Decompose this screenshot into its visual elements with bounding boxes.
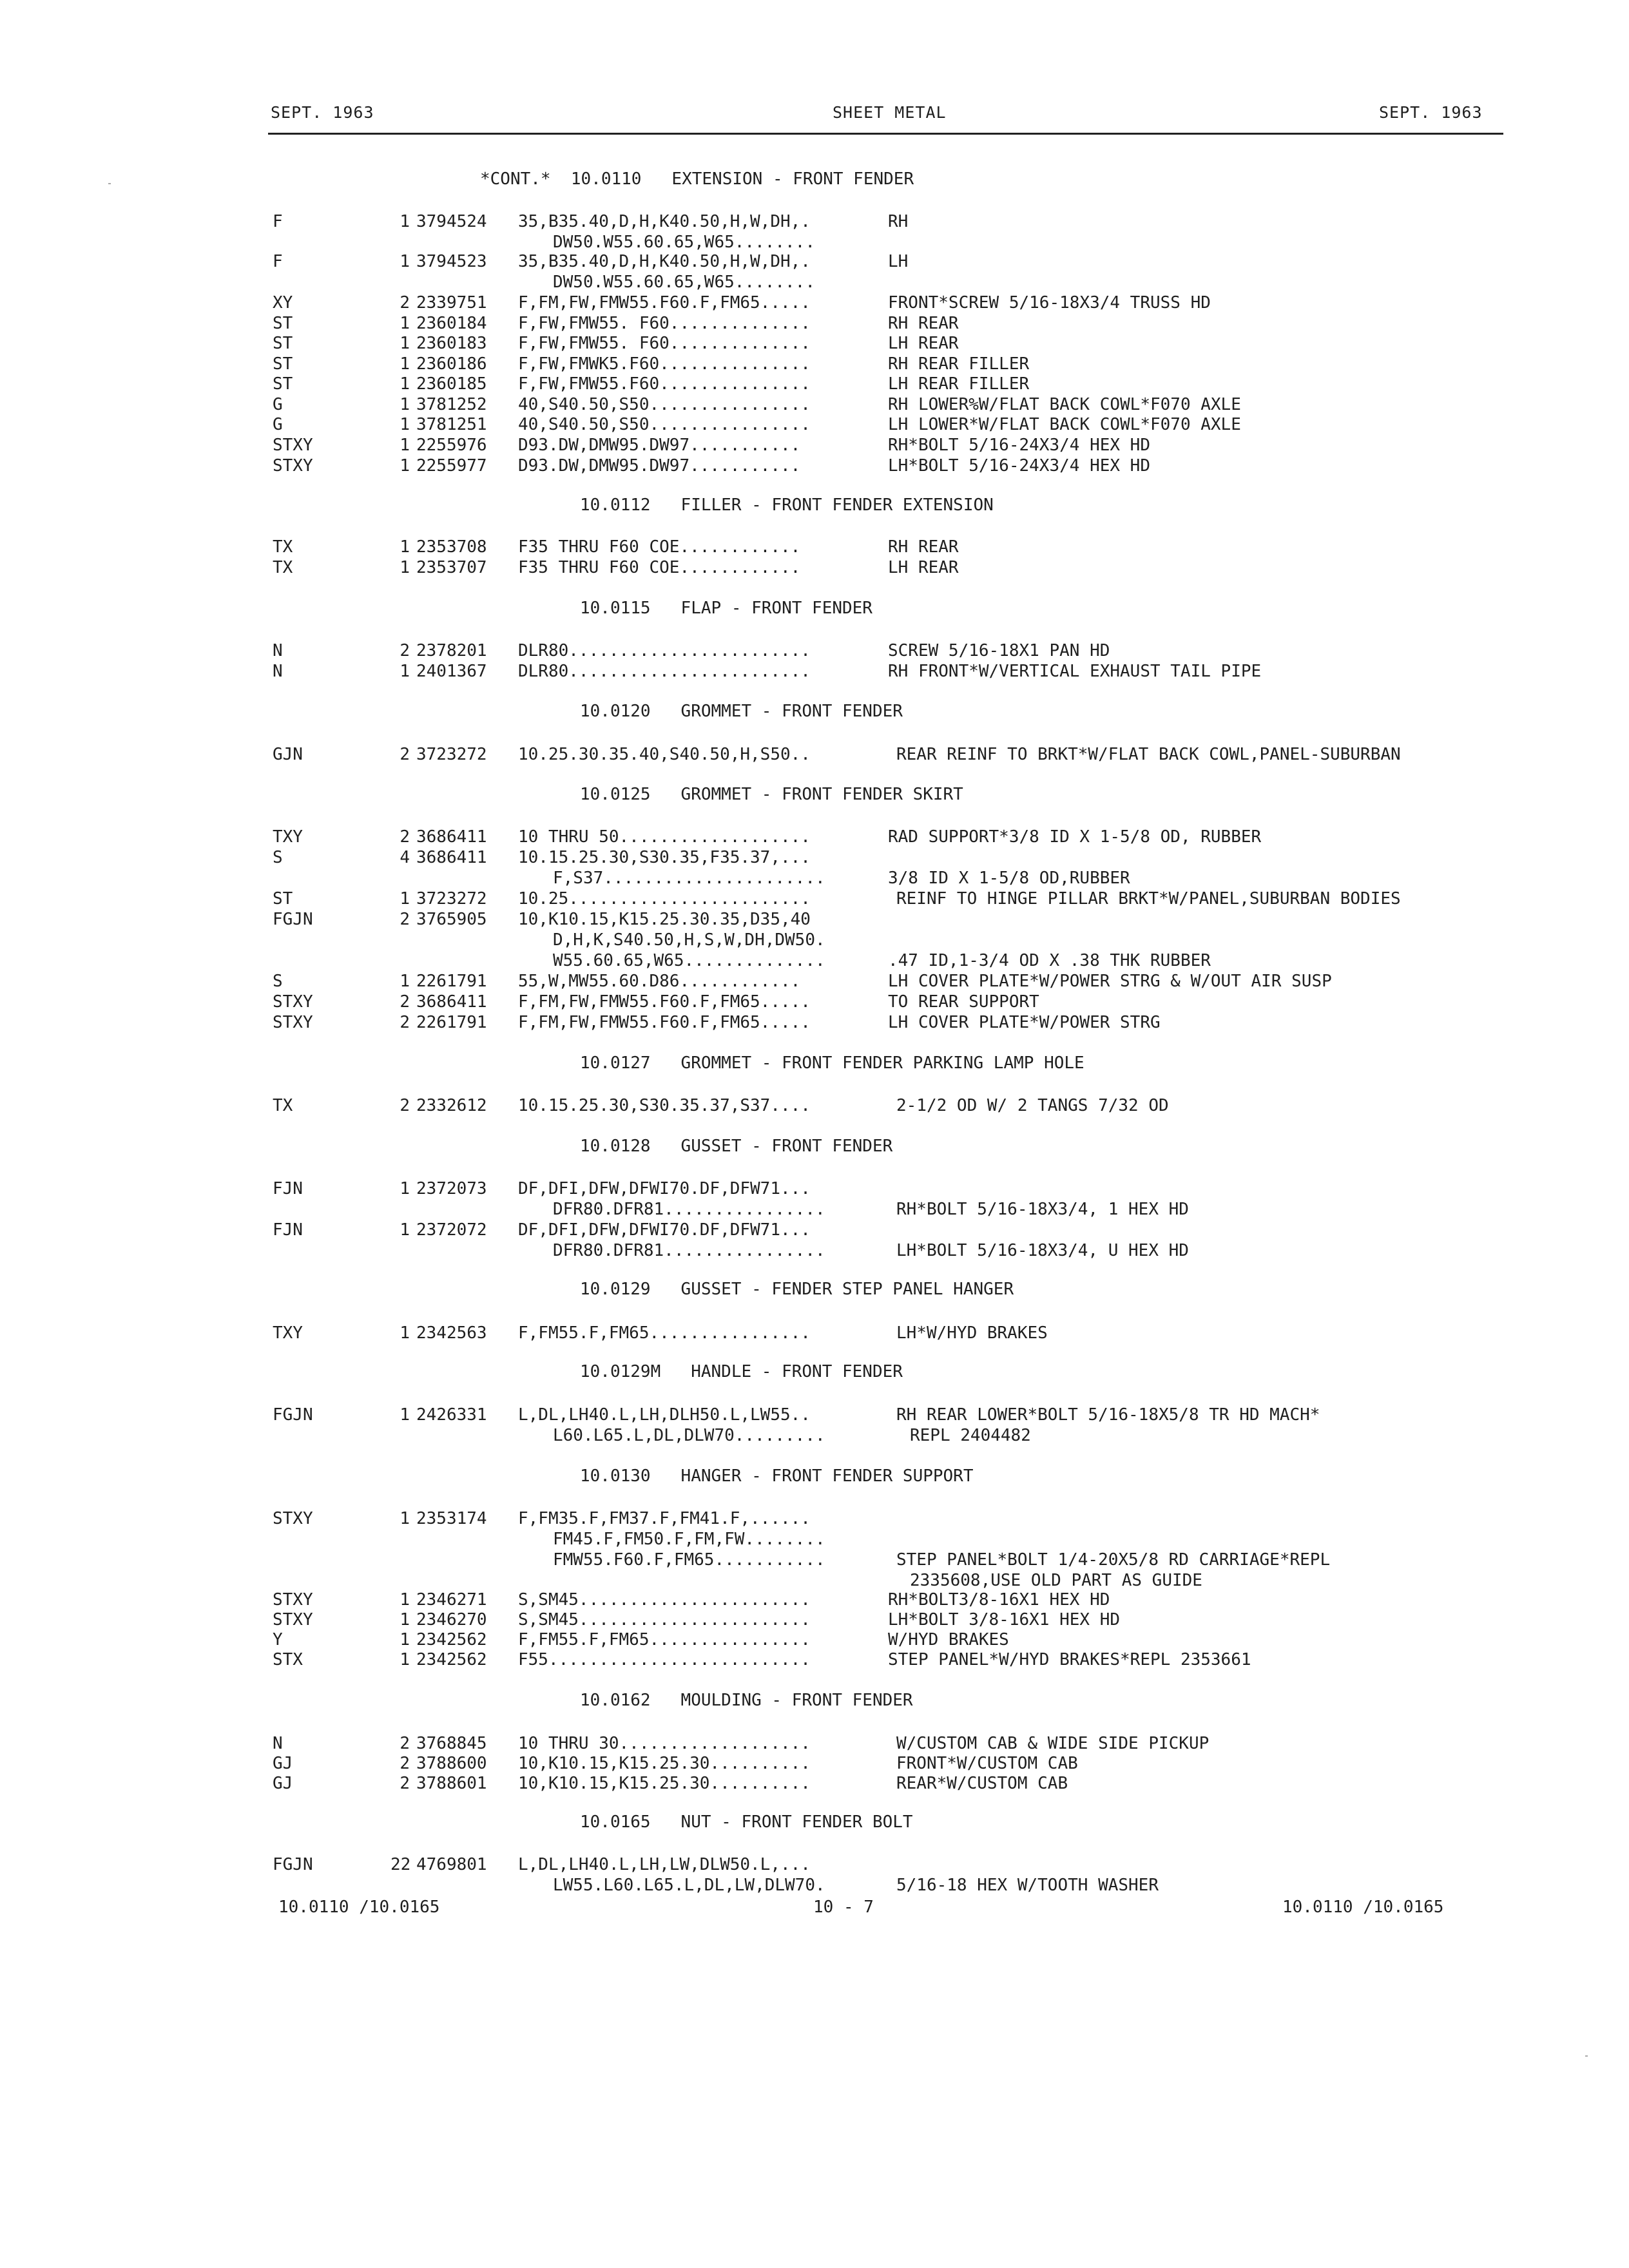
parts-row: [0, 930, 1629, 950]
model-applicability: DLR80........................: [518, 662, 811, 681]
part-number: 2360184: [416, 314, 487, 333]
part-number: 2342562: [416, 1630, 487, 1649]
section-title: GROMMET - FRONT FENDER: [680, 702, 903, 721]
catalog-code: FGJN: [273, 910, 313, 929]
part-description: REAR*W/CUSTOM CAB: [896, 1774, 1068, 1793]
quantity: 1: [400, 1220, 410, 1240]
parts-row: [0, 272, 1629, 293]
model-applicability: 10.25........................: [518, 889, 811, 908]
section-title: HANGER - FRONT FENDER SUPPORT: [680, 1466, 974, 1486]
model-applicability: F,FW,FMW55. F60..............: [518, 314, 811, 333]
section-number: 10.0112: [580, 495, 651, 515]
part-description: LH: [888, 252, 909, 271]
catalog-code: ST: [273, 354, 293, 374]
model-applicability: 10 THRU 30...................: [518, 1734, 811, 1753]
section-number: 10.0127: [580, 1053, 651, 1073]
model-applicability: DW50.W55.60.65,W65........: [553, 273, 815, 292]
section-title: GUSSET - FENDER STEP PANEL HANGER: [680, 1280, 1014, 1299]
model-applicability: F,FM,FW,FMW55.F60.F,FM65.....: [518, 992, 811, 1012]
model-applicability: FM45.F,FM50.F,FM,FW........: [553, 1530, 825, 1549]
part-description: TO REAR SUPPORT: [888, 992, 1039, 1012]
quantity: 1: [400, 415, 410, 434]
quantity: 2: [400, 827, 410, 847]
part-number: 2342562: [416, 1650, 487, 1669]
part-number: 2332612: [416, 1096, 487, 1115]
quantity: 1: [400, 212, 410, 231]
scan-speck: [108, 183, 111, 184]
catalog-code: F: [273, 212, 283, 231]
parts-row: [0, 1590, 1629, 1610]
quantity: 2: [400, 1734, 410, 1753]
catalog-code: FGJN: [273, 1855, 313, 1874]
section-number: 10.0162: [580, 1691, 651, 1710]
quantity: 1: [400, 314, 410, 333]
part-number: 3765905: [416, 910, 487, 929]
part-number: 3781251: [416, 415, 487, 434]
part-description: LH*BOLT 3/8-16X1 HEX HD: [888, 1610, 1121, 1629]
section-heading: [480, 169, 914, 189]
part-description: RH FRONT*W/VERTICAL EXHAUST TAIL PIPE: [888, 662, 1262, 681]
section-number: 10.0128: [580, 1137, 651, 1156]
model-applicability: 10.15.25.30,S30.35.37,S37....: [518, 1096, 811, 1115]
part-number: 2372073: [416, 1179, 487, 1198]
part-number: 3794523: [416, 252, 487, 271]
catalog-code: TX: [273, 537, 293, 557]
model-applicability: F,FW,FMWK5.F60...............: [518, 354, 811, 374]
parts-row: [0, 1649, 1629, 1670]
catalog-code: FGJN: [273, 1405, 313, 1425]
model-applicability: F35 THRU F60 COE............: [518, 558, 801, 577]
quantity: 1: [400, 1179, 410, 1198]
section-title: HANDLE - FRONT FENDER: [691, 1362, 903, 1381]
model-applicability: 40,S40.50,S50................: [518, 415, 811, 434]
quantity: 22: [390, 1855, 411, 1874]
quantity: 1: [400, 1323, 410, 1343]
section-heading: [580, 1279, 1014, 1300]
quantity: 1: [400, 354, 410, 374]
section-title: FLAP - FRONT FENDER: [680, 599, 872, 618]
section-number: 10.0125: [580, 785, 651, 804]
catalog-code: GJ: [273, 1754, 293, 1773]
section-title: GROMMET - FRONT FENDER SKIRT: [680, 785, 963, 804]
part-number: 2261791: [416, 1013, 487, 1032]
parts-row: [0, 1733, 1629, 1754]
catalog-code: N: [273, 662, 283, 681]
footer-range-right: 10.0110 /10.0165: [1282, 1898, 1444, 1917]
catalog-code: STXY: [273, 1509, 313, 1528]
parts-row: [0, 640, 1629, 661]
model-applicability: S,SM45.......................: [518, 1590, 811, 1610]
quantity: 2: [400, 1774, 410, 1793]
section-heading: [580, 598, 872, 619]
quantity: 2: [400, 293, 410, 312]
model-applicability: 10.25.30.35.40,S40.50,H,S50..: [518, 745, 811, 764]
parts-row: [0, 1508, 1629, 1529]
parts-row: [0, 414, 1629, 435]
model-applicability: FMW55.F60.F,FM65...........: [553, 1550, 825, 1570]
section-heading: [580, 1690, 913, 1711]
catalog-code: FJN: [273, 1220, 303, 1240]
part-number: 2353707: [416, 558, 487, 577]
footer-page-number: 10 - 7: [813, 1898, 874, 1917]
catalog-code: TX: [273, 1096, 293, 1115]
parts-row: [0, 950, 1629, 971]
parts-row: [0, 1425, 1629, 1446]
catalog-code: N: [273, 1734, 283, 1753]
part-number: 2426331: [416, 1405, 487, 1425]
model-applicability: DW50.W55.60.65,W65........: [553, 233, 815, 252]
catalog-code: STXY: [273, 1590, 313, 1610]
quantity: 2: [400, 1013, 410, 1032]
part-description: LH*W/HYD BRAKES: [896, 1323, 1048, 1343]
parts-row: [0, 313, 1629, 334]
part-number: 3768845: [416, 1734, 487, 1753]
quantity: 1: [400, 972, 410, 991]
quantity: 1: [400, 334, 410, 353]
part-number: 2346270: [416, 1610, 487, 1629]
quantity: 2: [400, 910, 410, 929]
parts-row: [0, 251, 1629, 272]
section-title: MOULDING - FRONT FENDER: [680, 1691, 913, 1710]
part-number: 3686411: [416, 848, 487, 867]
model-applicability: D93.DW,DMW95.DW97...........: [518, 456, 801, 476]
parts-row: [0, 1012, 1629, 1033]
quantity: 1: [400, 537, 410, 557]
model-applicability: 40,S40.50,S50................: [518, 395, 811, 414]
parts-row: [0, 1323, 1629, 1343]
parts-row: [0, 744, 1629, 765]
catalog-code: STXY: [273, 992, 313, 1012]
parts-row: [0, 1875, 1629, 1896]
part-description: W/HYD BRAKES: [888, 1630, 1009, 1649]
part-description: REINF TO HINGE PILLAR BRKT*W/PANEL,SUBURBAN BODIES: [896, 889, 1401, 908]
part-description: RAD SUPPORT*3/8 ID X 1-5/8 OD, RUBBER: [888, 827, 1262, 847]
quantity: 1: [400, 436, 410, 455]
model-applicability: F55..........................: [518, 1650, 811, 1669]
part-description: RH*BOLT3/8-16X1 HEX HD: [888, 1590, 1110, 1610]
part-number: 3723272: [416, 889, 487, 908]
model-applicability: F,FW,FMW55.F60...............: [518, 374, 811, 394]
parts-row: [0, 1178, 1629, 1199]
catalog-code: FJN: [273, 1179, 303, 1198]
quantity: 1: [400, 1590, 410, 1610]
catalog-code: STXY: [273, 1013, 313, 1032]
parts-row: [0, 1610, 1629, 1630]
catalog-code: ST: [273, 374, 293, 394]
part-description: RH REAR: [888, 537, 959, 557]
parts-row: [0, 557, 1629, 578]
parts-row: [0, 435, 1629, 456]
model-applicability: DFR80.DFR81................: [553, 1241, 825, 1260]
catalog-code: ST: [273, 889, 293, 908]
model-applicability: D93.DW,DMW95.DW97...........: [518, 436, 801, 455]
model-applicability: 10,K10.15,K15.25.30..........: [518, 1774, 811, 1793]
header-date-right: SEPT. 1963: [1379, 103, 1483, 122]
part-number: 3794524: [416, 212, 487, 231]
section-heading: [580, 1466, 974, 1486]
model-applicability: DLR80........................: [518, 641, 811, 660]
catalog-code: TX: [273, 558, 293, 577]
section-number: 10.0120: [580, 702, 651, 721]
model-applicability: D,H,K,S40.50,H,S,W,DH,DW50.: [553, 930, 825, 950]
parts-row: [0, 847, 1629, 868]
catalog-code: STX: [273, 1650, 303, 1669]
parts-row: [0, 537, 1629, 557]
part-number: 2360186: [416, 354, 487, 374]
model-applicability: DF,DFI,DFW,DFWI70.DF,DFW71...: [518, 1179, 811, 1198]
quantity: 1: [400, 558, 410, 577]
quantity: 1: [400, 456, 410, 476]
parts-row: [0, 1529, 1629, 1550]
part-description: RH REAR: [888, 314, 959, 333]
parts-row: [0, 909, 1629, 930]
footer-range-left: 10.0110 /10.0165: [278, 1898, 440, 1917]
part-number: 2346271: [416, 1590, 487, 1610]
parts-row: [0, 293, 1629, 313]
parts-row: [0, 354, 1629, 374]
part-number: 3788600: [416, 1754, 487, 1773]
section-title: NUT - FRONT FENDER BOLT: [680, 1812, 913, 1832]
parts-row: [0, 971, 1629, 992]
header-date-left: SEPT. 1963: [271, 103, 374, 122]
part-number: 3781252: [416, 395, 487, 414]
part-number: 2255977: [416, 456, 487, 476]
parts-row: [0, 827, 1629, 847]
part-description: LH REAR: [888, 334, 959, 353]
parts-row: [0, 1199, 1629, 1220]
section-title: GROMMET - FRONT FENDER PARKING LAMP HOLE: [680, 1053, 1084, 1073]
catalog-code: GJ: [273, 1774, 293, 1793]
section-number: 10.0129: [580, 1280, 651, 1299]
parts-row: [0, 661, 1629, 682]
parts-row: [0, 1220, 1629, 1240]
model-applicability: 10,K10.15,K15.25.30..........: [518, 1754, 811, 1773]
part-number: 3686411: [416, 992, 487, 1012]
part-number: 3788601: [416, 1774, 487, 1793]
model-applicability: F,FM55.F,FM65................: [518, 1323, 811, 1343]
part-description: RH REAR FILLER: [888, 354, 1030, 374]
parts-row: [0, 1773, 1629, 1794]
quantity: 1: [400, 252, 410, 271]
catalog-code: STXY: [273, 1610, 313, 1629]
header-title: SHEET METAL: [833, 103, 947, 122]
section-title: FILLER - FRONT FENDER EXTENSION: [680, 495, 994, 515]
part-description: LH*BOLT 5/16-24X3/4 HEX HD: [888, 456, 1150, 476]
part-description: FRONT*W/CUSTOM CAB: [896, 1754, 1078, 1773]
parts-row: [0, 394, 1629, 415]
model-applicability: DFR80.DFR81................: [553, 1200, 825, 1219]
part-number: 2372072: [416, 1220, 487, 1240]
quantity: 1: [400, 1405, 410, 1425]
quantity: 2: [400, 641, 410, 660]
part-description: STEP PANEL*BOLT 1/4-20X5/8 RD CARRIAGE*REPL: [896, 1550, 1331, 1570]
part-description: FRONT*SCREW 5/16-18X3/4 TRUSS HD: [888, 293, 1211, 312]
quantity: 2: [400, 992, 410, 1012]
section-number: 10.0129M: [580, 1362, 661, 1381]
section-title: EXTENSION - FRONT FENDER: [671, 169, 914, 189]
model-applicability: L,DL,LH40.L,LH,LW,DLW50.L,...: [518, 1855, 811, 1874]
catalog-code: Y: [273, 1630, 283, 1649]
parts-row: [0, 374, 1629, 394]
parts-row: [0, 456, 1629, 476]
part-description: RH*BOLT 5/16-24X3/4 HEX HD: [888, 436, 1150, 455]
section-heading: [580, 1053, 1084, 1073]
model-applicability: F,S37......................: [553, 869, 825, 888]
parts-row: [0, 1753, 1629, 1774]
model-applicability: LW55.L60.L65.L,DL,LW,DLW70.: [553, 1876, 825, 1895]
model-applicability: 10,K10.15,K15.25.30.35,D35,40: [518, 910, 811, 929]
catalog-code: TXY: [273, 1323, 303, 1343]
quantity: 2: [400, 1754, 410, 1773]
part-description: 3/8 ID X 1-5/8 OD,RUBBER: [888, 869, 1130, 888]
parts-row: [0, 868, 1629, 889]
part-description: LH COVER PLATE*W/POWER STRG & W/OUT AIR SUSP: [888, 972, 1332, 991]
catalog-code: XY: [273, 293, 293, 312]
model-applicability: 55,W,MW55.60.D86............: [518, 972, 801, 991]
part-description: LH LOWER*W/FLAT BACK COWL*F070 AXLE: [888, 415, 1241, 434]
quantity: 2: [400, 745, 410, 764]
model-applicability: 35,B35.40,D,H,K40.50,H,W,DH,.: [518, 252, 811, 271]
model-applicability: DF,DFI,DFW,DFWI70.DF,DFW71...: [518, 1220, 811, 1240]
catalog-code: F: [273, 252, 283, 271]
part-number: 4769801: [416, 1855, 487, 1874]
catalog-code: ST: [273, 314, 293, 333]
catalog-code: G: [273, 395, 283, 414]
part-number: 2378201: [416, 641, 487, 660]
catalog-code: G: [273, 415, 283, 434]
quantity: 1: [400, 374, 410, 394]
part-description: SCREW 5/16-18X1 PAN HD: [888, 641, 1110, 660]
parts-row: [0, 1240, 1629, 1261]
part-description: RH REAR LOWER*BOLT 5/16-18X5/8 TR HD MACH*: [896, 1405, 1320, 1425]
quantity: 2: [400, 1096, 410, 1115]
part-description: .47 ID,1-3/4 OD X .38 THK RUBBER: [888, 951, 1211, 970]
part-description: REPL 2404482: [910, 1426, 1031, 1445]
section-title: GUSSET - FRONT FENDER: [680, 1137, 893, 1156]
parts-row: [0, 1854, 1629, 1875]
model-applicability: 10.15.25.30,S30.35,F35.37,...: [518, 848, 811, 867]
quantity: 1: [400, 1630, 410, 1649]
part-description: RH: [888, 212, 909, 231]
part-number: 2353174: [416, 1509, 487, 1528]
model-applicability: F,FW,FMW55. F60..............: [518, 334, 811, 353]
model-applicability: L60.L65.L,DL,DLW70.........: [553, 1426, 825, 1445]
parts-row: [0, 232, 1629, 253]
quantity: 1: [400, 1509, 410, 1528]
section-number: 10.0130: [580, 1466, 651, 1486]
part-description: REAR REINF TO BRKT*W/FLAT BACK COWL,PANEL-SUBURBAN: [896, 745, 1401, 764]
catalog-code: GJN: [273, 745, 303, 764]
section-heading: [580, 1136, 892, 1157]
part-number: 2401367: [416, 662, 487, 681]
part-description: LH REAR FILLER: [888, 374, 1030, 394]
part-number: 2342563: [416, 1323, 487, 1343]
section-heading: [580, 784, 963, 805]
model-applicability: F,FM,FW,FMW55.F60.F,FM65.....: [518, 1013, 811, 1032]
section-heading: [580, 1361, 903, 1382]
model-applicability: F,FM55.F,FM65................: [518, 1630, 811, 1649]
catalog-code: S: [273, 972, 283, 991]
parts-row: [0, 1550, 1629, 1570]
catalog-code: STXY: [273, 436, 313, 455]
part-description: 5/16-18 HEX W/TOOTH WASHER: [896, 1876, 1159, 1895]
model-applicability: L,DL,LH40.L,LH,DLH50.L,LW55..: [518, 1405, 811, 1425]
catalog-code: TXY: [273, 827, 303, 847]
section-heading: [580, 701, 903, 722]
model-applicability: F,FM35.F,FM37.F,FM41.F,......: [518, 1509, 811, 1528]
part-description: LH COVER PLATE*W/POWER STRG: [888, 1013, 1161, 1032]
scan-speck: [1585, 2055, 1588, 2057]
quantity: 4: [400, 848, 410, 867]
model-applicability: W55.60.65,W65..............: [553, 951, 825, 970]
model-applicability: 35,B35.40,D,H,K40.50,H,W,DH,.: [518, 212, 811, 231]
part-number: 2353708: [416, 537, 487, 557]
part-description: RH LOWER%W/FLAT BACK COWL*F070 AXLE: [888, 395, 1241, 414]
part-number: 2339751: [416, 293, 487, 312]
part-number: 3686411: [416, 827, 487, 847]
catalog-code: ST: [273, 334, 293, 353]
part-number: 2255976: [416, 436, 487, 455]
part-number: 3723272: [416, 745, 487, 764]
model-applicability: S,SM45.......................: [518, 1610, 811, 1629]
catalog-code: N: [273, 641, 283, 660]
catalog-code: STXY: [273, 456, 313, 476]
part-number: 2360183: [416, 334, 487, 353]
parts-row: [0, 889, 1629, 909]
quantity: 1: [400, 395, 410, 414]
part-description: STEP PANEL*W/HYD BRAKES*REPL 2353661: [888, 1650, 1251, 1669]
part-description: 2335608,USE OLD PART AS GUIDE: [910, 1571, 1202, 1590]
parts-row: [0, 992, 1629, 1012]
quantity: 1: [400, 1650, 410, 1669]
model-applicability: 10 THRU 50...................: [518, 827, 811, 847]
part-description: LH REAR: [888, 558, 959, 577]
part-number: 2261791: [416, 972, 487, 991]
parts-row: [0, 1405, 1629, 1425]
section-number: 10.0115: [580, 599, 651, 618]
section-number: *CONT.* 10.0110: [480, 169, 642, 189]
model-applicability: F35 THRU F60 COE............: [518, 537, 801, 557]
parts-row: [0, 1095, 1629, 1116]
parts-row: [0, 333, 1629, 354]
quantity: 1: [400, 889, 410, 908]
section-heading: [580, 495, 994, 515]
section-heading: [580, 1812, 913, 1832]
part-number: 2360185: [416, 374, 487, 394]
part-description: 2-1/2 OD W/ 2 TANGS 7/32 OD: [896, 1096, 1169, 1115]
catalog-code: S: [273, 848, 283, 867]
quantity: 1: [400, 662, 410, 681]
parts-row: [0, 1629, 1629, 1650]
part-description: W/CUSTOM CAB & WIDE SIDE PICKUP: [896, 1734, 1210, 1753]
section-number: 10.0165: [580, 1812, 651, 1832]
model-applicability: F,FM,FW,FMW55.F60.F,FM65.....: [518, 293, 811, 312]
part-description: LH*BOLT 5/16-18X3/4, U HEX HD: [896, 1241, 1189, 1260]
parts-row: [0, 211, 1629, 232]
quantity: 1: [400, 1610, 410, 1629]
part-description: RH*BOLT 5/16-18X3/4, 1 HEX HD: [896, 1200, 1189, 1219]
parts-row: [0, 1570, 1629, 1591]
